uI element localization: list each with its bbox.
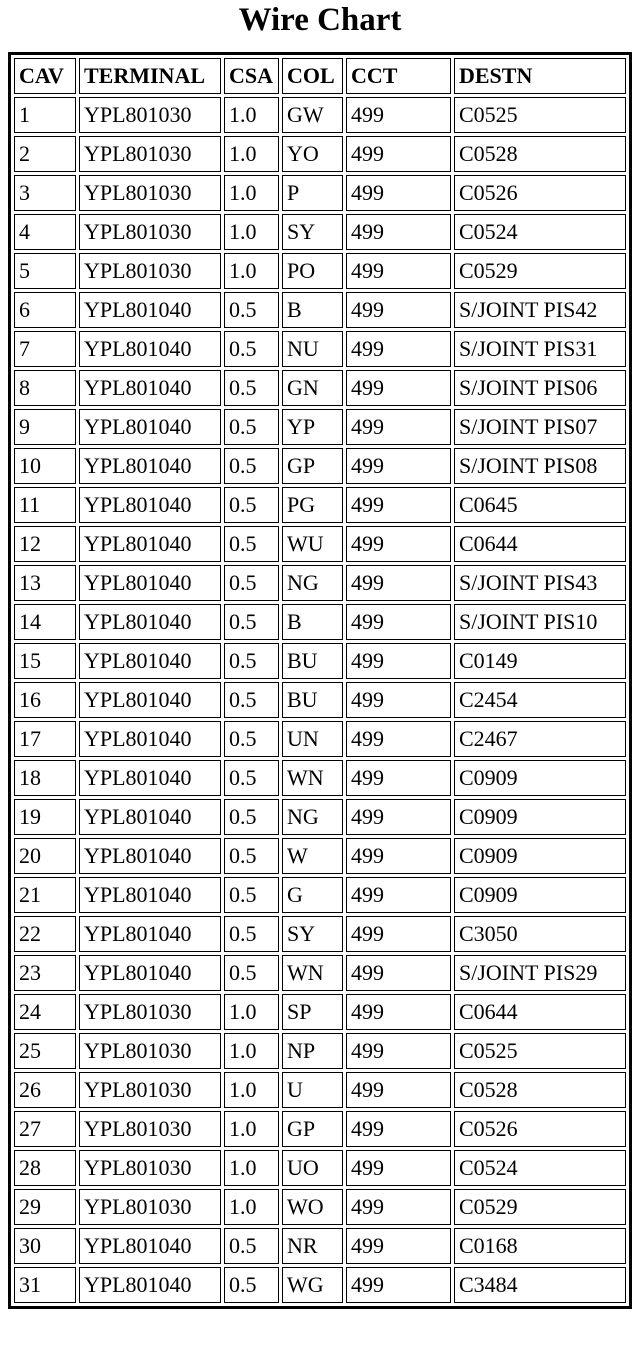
destn-cell: C0525 bbox=[454, 1033, 626, 1069]
terminal-cell: YPL801030 bbox=[79, 214, 221, 250]
destn-cell: S/JOINT PIS43 bbox=[454, 565, 626, 601]
cct-cell: 499 bbox=[346, 565, 451, 601]
destn-cell: C0524 bbox=[454, 1150, 626, 1186]
destn-cell: S/JOINT PIS10 bbox=[454, 604, 626, 640]
col-cell: WO bbox=[282, 1189, 343, 1225]
destn-cell: C0909 bbox=[454, 838, 626, 874]
table-row bbox=[14, 916, 626, 952]
cct-cell: 499 bbox=[346, 955, 451, 991]
destn-cell: C0644 bbox=[454, 994, 626, 1030]
terminal-cell: YPL801040 bbox=[79, 721, 221, 757]
col-cell: SP bbox=[282, 994, 343, 1030]
table-row bbox=[14, 994, 626, 1030]
table-row bbox=[14, 877, 626, 913]
cav-cell: 10 bbox=[14, 448, 76, 484]
table-row bbox=[14, 955, 626, 991]
col-cell: G bbox=[282, 877, 343, 913]
terminal-cell: YPL801030 bbox=[79, 1033, 221, 1069]
cav-cell: 31 bbox=[14, 1267, 76, 1303]
table-row bbox=[14, 487, 626, 523]
csa-cell: 1.0 bbox=[224, 1150, 279, 1186]
cct-cell: 499 bbox=[346, 838, 451, 874]
table-row bbox=[14, 1111, 626, 1147]
csa-cell: 1.0 bbox=[224, 1072, 279, 1108]
col-cell: NG bbox=[282, 565, 343, 601]
col-cell: YP bbox=[282, 409, 343, 445]
cav-cell: 21 bbox=[14, 877, 76, 913]
cav-cell: 3 bbox=[14, 175, 76, 211]
cct-cell: 499 bbox=[346, 994, 451, 1030]
terminal-cell: YPL801040 bbox=[79, 487, 221, 523]
terminal-cell: YPL801040 bbox=[79, 1228, 221, 1264]
destn-cell: C0528 bbox=[454, 136, 626, 172]
terminal-cell: YPL801040 bbox=[79, 643, 221, 679]
terminal-cell: YPL801030 bbox=[79, 994, 221, 1030]
csa-cell: 0.5 bbox=[224, 448, 279, 484]
cct-cell: 499 bbox=[346, 409, 451, 445]
cav-cell: 15 bbox=[14, 643, 76, 679]
cav-cell: 17 bbox=[14, 721, 76, 757]
destn-cell: C0524 bbox=[454, 214, 626, 250]
table-row bbox=[14, 292, 626, 328]
destn-cell: C0149 bbox=[454, 643, 626, 679]
terminal-cell: YPL801040 bbox=[79, 916, 221, 952]
cct-cell: 499 bbox=[346, 1033, 451, 1069]
csa-cell: 0.5 bbox=[224, 916, 279, 952]
destn-cell: S/JOINT PIS31 bbox=[454, 331, 626, 367]
cct-cell: 499 bbox=[346, 136, 451, 172]
cct-cell: 499 bbox=[346, 1228, 451, 1264]
cct-cell: 499 bbox=[346, 604, 451, 640]
cav-cell: 26 bbox=[14, 1072, 76, 1108]
terminal-cell: YPL801030 bbox=[79, 97, 221, 133]
csa-cell: 0.5 bbox=[224, 409, 279, 445]
cav-cell: 8 bbox=[14, 370, 76, 406]
table-row bbox=[14, 1267, 626, 1303]
cav-cell: 27 bbox=[14, 1111, 76, 1147]
destn-cell: S/JOINT PIS42 bbox=[454, 292, 626, 328]
cct-cell: 499 bbox=[346, 916, 451, 952]
col-cell: WG bbox=[282, 1267, 343, 1303]
cct-cell: 499 bbox=[346, 448, 451, 484]
cav-cell: 9 bbox=[14, 409, 76, 445]
cct-cell: 499 bbox=[346, 526, 451, 562]
column-header-terminal: TERMINAL bbox=[79, 58, 221, 94]
csa-cell: 0.5 bbox=[224, 487, 279, 523]
header-row bbox=[14, 58, 626, 94]
column-header-csa: CSA bbox=[224, 58, 279, 94]
destn-cell: C0909 bbox=[454, 877, 626, 913]
terminal-cell: YPL801030 bbox=[79, 1189, 221, 1225]
table-row bbox=[14, 253, 626, 289]
cav-cell: 12 bbox=[14, 526, 76, 562]
destn-cell: C0644 bbox=[454, 526, 626, 562]
cct-cell: 499 bbox=[346, 760, 451, 796]
cct-cell: 499 bbox=[346, 1111, 451, 1147]
csa-cell: 0.5 bbox=[224, 331, 279, 367]
col-cell: GW bbox=[282, 97, 343, 133]
col-cell: P bbox=[282, 175, 343, 211]
col-cell: WN bbox=[282, 760, 343, 796]
column-header-col: COL bbox=[282, 58, 343, 94]
col-cell: BU bbox=[282, 682, 343, 718]
csa-cell: 0.5 bbox=[224, 643, 279, 679]
table-row bbox=[14, 409, 626, 445]
col-cell: SY bbox=[282, 916, 343, 952]
destn-cell: C0909 bbox=[454, 799, 626, 835]
csa-cell: 0.5 bbox=[224, 604, 279, 640]
cav-cell: 11 bbox=[14, 487, 76, 523]
csa-cell: 0.5 bbox=[224, 370, 279, 406]
destn-cell: C3050 bbox=[454, 916, 626, 952]
csa-cell: 1.0 bbox=[224, 253, 279, 289]
cav-cell: 4 bbox=[14, 214, 76, 250]
col-cell: PG bbox=[282, 487, 343, 523]
destn-cell: C0909 bbox=[454, 760, 626, 796]
cav-cell: 6 bbox=[14, 292, 76, 328]
csa-cell: 1.0 bbox=[224, 1033, 279, 1069]
col-cell: B bbox=[282, 292, 343, 328]
table-row bbox=[14, 526, 626, 562]
table-body bbox=[14, 97, 626, 1303]
cct-cell: 499 bbox=[346, 1189, 451, 1225]
terminal-cell: YPL801040 bbox=[79, 955, 221, 991]
col-cell: WU bbox=[282, 526, 343, 562]
terminal-cell: YPL801040 bbox=[79, 448, 221, 484]
csa-cell: 0.5 bbox=[224, 955, 279, 991]
terminal-cell: YPL801040 bbox=[79, 760, 221, 796]
csa-cell: 0.5 bbox=[224, 1267, 279, 1303]
table-row bbox=[14, 97, 626, 133]
csa-cell: 1.0 bbox=[224, 175, 279, 211]
table-row bbox=[14, 331, 626, 367]
cct-cell: 499 bbox=[346, 643, 451, 679]
destn-cell: C0528 bbox=[454, 1072, 626, 1108]
destn-cell: C0168 bbox=[454, 1228, 626, 1264]
csa-cell: 1.0 bbox=[224, 214, 279, 250]
terminal-cell: YPL801040 bbox=[79, 604, 221, 640]
terminal-cell: YPL801040 bbox=[79, 409, 221, 445]
cct-cell: 499 bbox=[346, 214, 451, 250]
col-cell: NU bbox=[282, 331, 343, 367]
col-cell: GP bbox=[282, 1111, 343, 1147]
csa-cell: 1.0 bbox=[224, 1189, 279, 1225]
terminal-cell: YPL801040 bbox=[79, 526, 221, 562]
cct-cell: 499 bbox=[346, 1267, 451, 1303]
column-header-cav: CAV bbox=[14, 58, 76, 94]
csa-cell: 0.5 bbox=[224, 565, 279, 601]
table-row bbox=[14, 760, 626, 796]
cav-cell: 22 bbox=[14, 916, 76, 952]
table-row bbox=[14, 370, 626, 406]
cct-cell: 499 bbox=[346, 1150, 451, 1186]
destn-cell: C0529 bbox=[454, 253, 626, 289]
table-row bbox=[14, 1189, 626, 1225]
cav-cell: 13 bbox=[14, 565, 76, 601]
cav-cell: 7 bbox=[14, 331, 76, 367]
destn-cell: S/JOINT PIS06 bbox=[454, 370, 626, 406]
cct-cell: 499 bbox=[346, 175, 451, 211]
csa-cell: 0.5 bbox=[224, 1228, 279, 1264]
col-cell: YO bbox=[282, 136, 343, 172]
col-cell: GN bbox=[282, 370, 343, 406]
csa-cell: 0.5 bbox=[224, 526, 279, 562]
cav-cell: 29 bbox=[14, 1189, 76, 1225]
table-row bbox=[14, 721, 626, 757]
cct-cell: 499 bbox=[346, 721, 451, 757]
col-cell: U bbox=[282, 1072, 343, 1108]
page-title: Wire Chart bbox=[238, 2, 402, 38]
col-cell: NR bbox=[282, 1228, 343, 1264]
destn-cell: C0529 bbox=[454, 1189, 626, 1225]
destn-cell: C2454 bbox=[454, 682, 626, 718]
csa-cell: 1.0 bbox=[224, 1111, 279, 1147]
col-cell: GP bbox=[282, 448, 343, 484]
cct-cell: 499 bbox=[346, 370, 451, 406]
destn-cell: S/JOINT PIS29 bbox=[454, 955, 626, 991]
cct-cell: 499 bbox=[346, 292, 451, 328]
col-cell: BU bbox=[282, 643, 343, 679]
cav-cell: 19 bbox=[14, 799, 76, 835]
col-cell: UO bbox=[282, 1150, 343, 1186]
destn-cell: S/JOINT PIS07 bbox=[454, 409, 626, 445]
terminal-cell: YPL801040 bbox=[79, 799, 221, 835]
cct-cell: 499 bbox=[346, 97, 451, 133]
wire-chart-table bbox=[8, 52, 632, 1309]
destn-cell: C2467 bbox=[454, 721, 626, 757]
table-row bbox=[14, 838, 626, 874]
col-cell: NG bbox=[282, 799, 343, 835]
csa-cell: 1.0 bbox=[224, 994, 279, 1030]
csa-cell: 0.5 bbox=[224, 838, 279, 874]
cct-cell: 499 bbox=[346, 331, 451, 367]
cct-cell: 499 bbox=[346, 1072, 451, 1108]
table-row bbox=[14, 682, 626, 718]
col-cell: B bbox=[282, 604, 343, 640]
cav-cell: 5 bbox=[14, 253, 76, 289]
cct-cell: 499 bbox=[346, 487, 451, 523]
csa-cell: 0.5 bbox=[224, 682, 279, 718]
table-row bbox=[14, 214, 626, 250]
cct-cell: 499 bbox=[346, 253, 451, 289]
col-cell: W bbox=[282, 838, 343, 874]
cav-cell: 18 bbox=[14, 760, 76, 796]
csa-cell: 0.5 bbox=[224, 799, 279, 835]
table-row bbox=[14, 1033, 626, 1069]
table-row bbox=[14, 448, 626, 484]
csa-cell: 1.0 bbox=[224, 97, 279, 133]
terminal-cell: YPL801030 bbox=[79, 253, 221, 289]
csa-cell: 0.5 bbox=[224, 292, 279, 328]
destn-cell: C0645 bbox=[454, 487, 626, 523]
terminal-cell: YPL801040 bbox=[79, 1267, 221, 1303]
column-header-destn: DESTN bbox=[454, 58, 626, 94]
cav-cell: 23 bbox=[14, 955, 76, 991]
cav-cell: 25 bbox=[14, 1033, 76, 1069]
table-row bbox=[14, 643, 626, 679]
destn-cell: C0525 bbox=[454, 97, 626, 133]
cav-cell: 1 bbox=[14, 97, 76, 133]
table-row bbox=[14, 799, 626, 835]
col-cell: NP bbox=[282, 1033, 343, 1069]
table-row bbox=[14, 136, 626, 172]
terminal-cell: YPL801040 bbox=[79, 292, 221, 328]
table-row bbox=[14, 1228, 626, 1264]
destn-cell: C0526 bbox=[454, 1111, 626, 1147]
terminal-cell: YPL801040 bbox=[79, 370, 221, 406]
col-cell: WN bbox=[282, 955, 343, 991]
terminal-cell: YPL801040 bbox=[79, 565, 221, 601]
terminal-cell: YPL801030 bbox=[79, 1150, 221, 1186]
column-header-cct: CCT bbox=[346, 58, 451, 94]
cav-cell: 28 bbox=[14, 1150, 76, 1186]
terminal-cell: YPL801030 bbox=[79, 1072, 221, 1108]
terminal-cell: YPL801040 bbox=[79, 331, 221, 367]
cct-cell: 499 bbox=[346, 877, 451, 913]
cct-cell: 499 bbox=[346, 799, 451, 835]
col-cell: SY bbox=[282, 214, 343, 250]
cav-cell: 24 bbox=[14, 994, 76, 1030]
terminal-cell: YPL801030 bbox=[79, 1111, 221, 1147]
terminal-cell: YPL801040 bbox=[79, 838, 221, 874]
cav-cell: 30 bbox=[14, 1228, 76, 1264]
terminal-cell: YPL801040 bbox=[79, 877, 221, 913]
terminal-cell: YPL801030 bbox=[79, 136, 221, 172]
csa-cell: 0.5 bbox=[224, 877, 279, 913]
cav-cell: 20 bbox=[14, 838, 76, 874]
table-row bbox=[14, 175, 626, 211]
csa-cell: 0.5 bbox=[224, 721, 279, 757]
destn-cell: C3484 bbox=[454, 1267, 626, 1303]
cct-cell: 499 bbox=[346, 682, 451, 718]
cav-cell: 2 bbox=[14, 136, 76, 172]
csa-cell: 1.0 bbox=[224, 136, 279, 172]
col-cell: PO bbox=[282, 253, 343, 289]
terminal-cell: YPL801030 bbox=[79, 175, 221, 211]
terminal-cell: YPL801040 bbox=[79, 682, 221, 718]
cav-cell: 16 bbox=[14, 682, 76, 718]
table-row bbox=[14, 1072, 626, 1108]
destn-cell: S/JOINT PIS08 bbox=[454, 448, 626, 484]
csa-cell: 0.5 bbox=[224, 760, 279, 796]
cav-cell: 14 bbox=[14, 604, 76, 640]
destn-cell: C0526 bbox=[454, 175, 626, 211]
table-row bbox=[14, 565, 626, 601]
table-row bbox=[14, 604, 626, 640]
table-row bbox=[14, 1150, 626, 1186]
col-cell: UN bbox=[282, 721, 343, 757]
